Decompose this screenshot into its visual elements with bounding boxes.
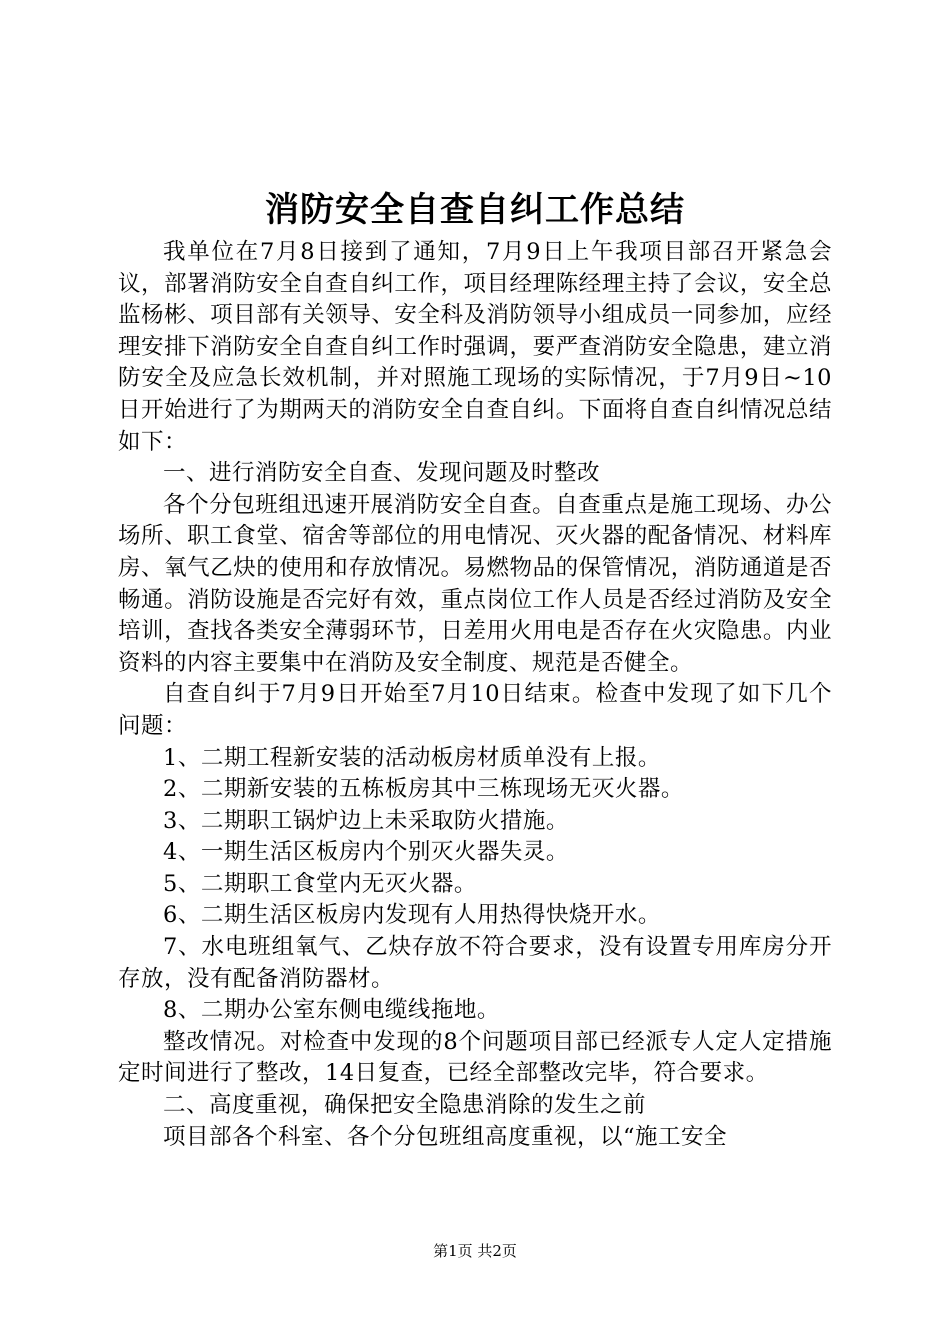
paragraph-self-check: 各个分包班组迅速开展消防安全自查。自查重点是施工现场、办公场所、职工食堂、宿舍等部位的用电情况、灭火器的配备情况、材料库房、氧气乙炔的使用和存放情况。易燃物品的保管情况，消防通道是否畅通。消防设施是否完好有效，重点岗位工作人员是否经过消防及安全培训，查找各类安全薄弱环节，日差用火用电是否存在火灾隐患。内业资料的内容主要集中在消防及安全制度、规范是否健全。 [118,491,832,676]
paragraph-issues-intro: 自查自纠于7月9日开始至7月10日结束。检查中发现了如下几个问题： [118,681,832,739]
issue-item-2: 2、二期新安装的五栋板房其中三栋现场无灭火器。 [163,776,684,803]
paragraph-emphasis: 项目部各个科室、各个分包班组高度重视，以“施工安全 [163,1123,728,1150]
section-heading-1: 一、进行消防安全自查、发现问题及时整改 [163,460,601,487]
document-body [118,237,832,1153]
issue-item-5: 5、二期职工食堂内无灭火器。 [163,870,477,897]
issue-item-7: 7、水电班组氧气、乙炔存放不符合要求，没有设置专用库房分开存放，没有配备消防器材。 [118,934,832,992]
page-footer: 第1页 共2页 [433,1242,517,1260]
issue-item-1: 1、二期工程新安装的活动板房材质单没有上报。 [163,744,661,771]
section-heading-2: 二、高度重视，确保把安全隐患消除的发生之前 [163,1092,647,1119]
issue-item-8: 8、二期办公室东侧电缆线拖地。 [163,997,500,1024]
paragraph-rectification: 整改情况。对检查中发现的8个问题项目部已经派专人定人定措施定时间进行了整改，14日复查，已经全部整改完毕，符合要求。 [118,1028,832,1087]
issue-item-4: 4、一期生活区板房内个别灭火器失灵。 [163,839,569,866]
paragraph-intro: 我单位在7月8日接到了通知，7月9日上午我项目部召开紧急会议，部署消防安全自查自纠工作，项目经理陈经理主持了会议，安全总监杨彬、项目部有关领导、安全科及消防领导小组成员一同参加，应经理安排下消防安全自查自纠工作时强调，要严查消防安全隐患，建立消防安全及应急长效机制，并对照施工现场的实际情况，于7月9日~10日开始进行了为期两天的消防安全自查自纠。下面将自查自纠情况总结如下： [118,239,832,455]
issue-item-6: 6、二期生活区板房内发现有人用热得快烧开水。 [163,902,661,929]
issue-item-3: 3、二期职工锅炉边上未采取防火措施。 [163,807,569,834]
document-title: 消防安全自查自纠工作总结 [265,190,685,230]
